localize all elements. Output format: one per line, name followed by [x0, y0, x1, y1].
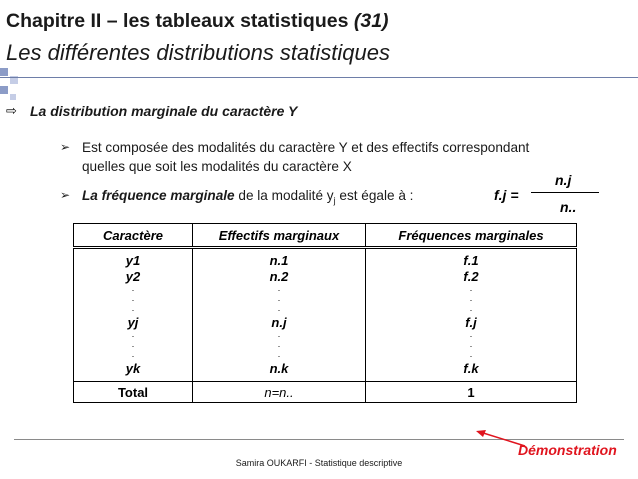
table-cell-col1-7: · [131, 341, 135, 351]
header-effectifs: Effectifs marginaux [193, 224, 366, 248]
bullet-arrowhead-icon: ➢ [60, 188, 71, 202]
total-n: n=n.. [193, 382, 366, 403]
freq-text-a: de la modalité y [234, 188, 334, 203]
table-cell-col1-4: · [131, 305, 135, 315]
table-cell-col2-3: · [277, 295, 281, 305]
footer-rule [14, 439, 624, 440]
formula-denominator: n.. [560, 199, 577, 215]
freq-bold-text: La fréquence marginale [82, 188, 235, 203]
table-cell-col3-5: f.j [465, 315, 477, 330]
table-cell-col2-4: · [277, 305, 281, 315]
table-cell-col3-2: · [469, 285, 473, 295]
formula-lhs: f.j = [494, 187, 519, 203]
freq-sub: j [333, 195, 336, 206]
table-cell-col2-1: n.2 [269, 269, 289, 284]
table-cell-col1-1: y2 [125, 269, 141, 284]
bullet-line-2: quelles que soit les modalités du caractère X [82, 159, 352, 174]
title-rule [0, 77, 638, 78]
header-frequences: Fréquences marginales [366, 224, 577, 248]
table-row [74, 248, 577, 382]
table-cell-col3-0: f.1 [463, 253, 479, 268]
table-cell-col2-0: n.1 [269, 253, 289, 268]
decorative-squares [0, 68, 30, 102]
arrow-icon: ⇨ [6, 103, 17, 118]
col-effectifs [193, 248, 366, 382]
col-frequences [366, 248, 577, 382]
table-cell-col3-9: f.k [463, 361, 479, 376]
demonstration-link[interactable]: Démonstration [518, 442, 617, 458]
table-cell-col1-2: · [131, 285, 135, 295]
table-cell-col1-5: yj [127, 315, 139, 330]
table-cell-col1-9: yk [125, 361, 141, 376]
table-cell-col2-8: · [277, 351, 281, 361]
table-cell-col2-6: · [277, 331, 281, 341]
table-header-row [74, 224, 577, 248]
slide-number: (31) [353, 10, 389, 32]
bullet-arrowhead-icon: ➢ [60, 140, 71, 154]
header-caractere: Caractère [74, 224, 193, 248]
slide-subtitle: Les différentes distributions statistiques [6, 40, 390, 65]
bullet-composition [60, 138, 632, 176]
section-heading-text: La distribution marginale du caractère Y [30, 103, 298, 119]
table-cell-col1-6: · [131, 331, 135, 341]
table-cell-col3-8: · [469, 351, 473, 361]
table-cell-col3-7: · [469, 341, 473, 351]
slide-title [6, 10, 389, 33]
table-cell-col2-5: n.j [271, 315, 287, 330]
total-f: 1 [366, 382, 577, 403]
slide-title-text: Chapitre II – les tableaux statistiques [6, 10, 354, 32]
table-total-row [74, 382, 577, 403]
table-cell-col2-7: · [277, 341, 281, 351]
table-cell-col3-3: · [469, 295, 473, 305]
bullet-frequency [60, 186, 414, 211]
section-heading [6, 103, 298, 119]
marginal-distribution-table [73, 223, 577, 403]
table-cell-col3-1: f.2 [463, 269, 479, 284]
footer-author: Samira OUKARFI - Statistique descriptive [235, 458, 403, 468]
table-cell-col1-0: y1 [125, 253, 141, 268]
bullet-line-1: Est composée des modalités du caractère Y et des effectifs correspondant [82, 140, 530, 155]
formula-numerator: n.j [555, 172, 572, 188]
table-cell-col1-8: · [131, 351, 135, 361]
freq-text-b: est égale à : [335, 188, 414, 203]
table-cell-col2-2: · [277, 285, 281, 295]
table-cell-col3-4: · [469, 305, 473, 315]
col-caractere [74, 248, 193, 382]
formula-fraction-bar [531, 192, 599, 193]
table-cell-col3-6: · [469, 331, 473, 341]
table-cell-col2-9: n.k [269, 361, 289, 376]
total-label: Total [74, 382, 193, 403]
table-cell-col1-3: · [131, 295, 135, 305]
